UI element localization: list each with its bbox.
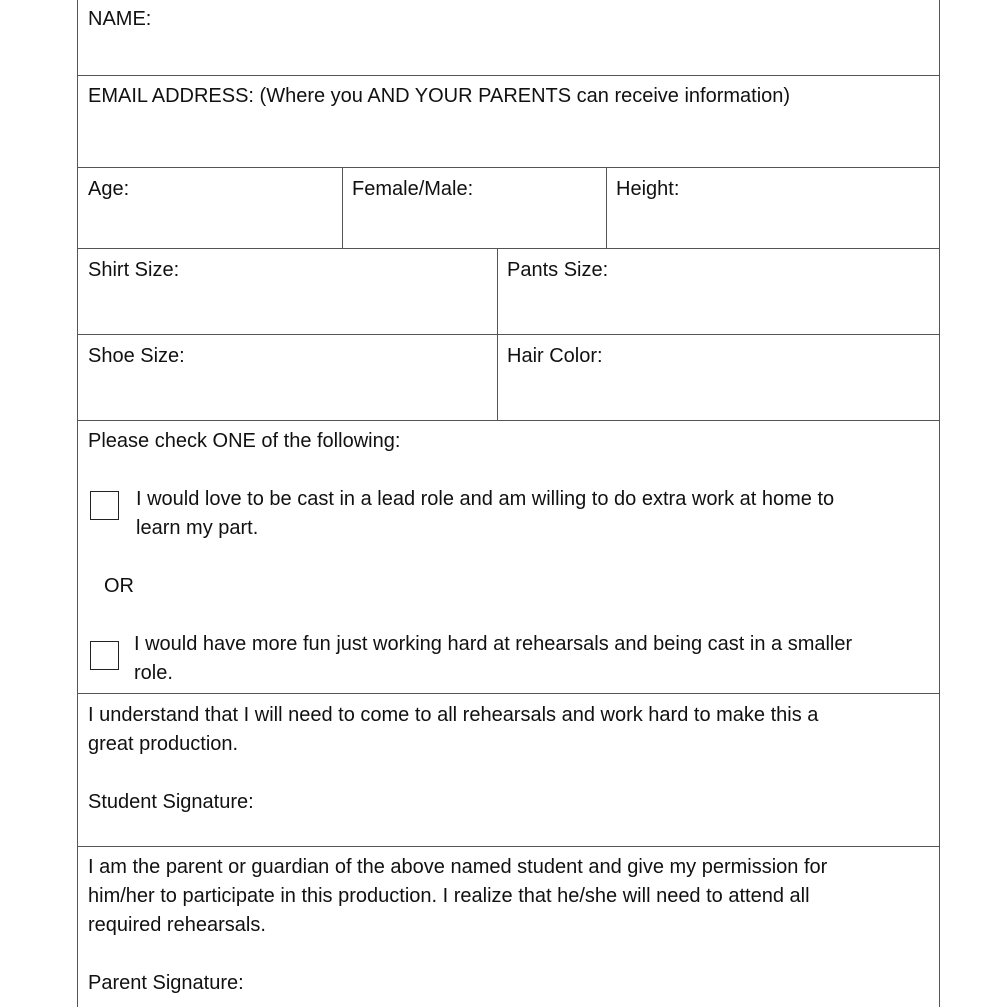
height-label: Height: [616,178,680,200]
shoe-size-field[interactable] [78,335,497,420]
email-label: EMAIL ADDRESS: (Where you AND YOUR PARENTS can receive information) [88,85,791,107]
age-field[interactable] [78,168,342,248]
shirt-pants-row [78,249,939,335]
parent-signature-label[interactable]: Parent Signature: [88,972,244,994]
hair-color-field[interactable] [497,335,939,420]
student-statement-line2: great production. [88,733,239,755]
gender-field[interactable] [342,168,606,248]
or-separator: OR [104,575,134,597]
student-signature-row [78,694,939,847]
smaller-role-option-line1: I would have more fun just working hard at rehearsals and being cast in a smaller [134,633,853,655]
age-gender-height-row [78,168,939,249]
lead-role-option-line2: learn my part. [136,517,259,539]
pants-size-field[interactable] [497,249,939,334]
shirt-size-field[interactable] [78,249,497,334]
parent-statement-line2: him/her to participate in this production. I realize that he/she will need to attend all [88,885,810,907]
shirt-size-label: Shirt Size: [88,259,180,281]
parent-signature-row [78,847,939,1007]
height-field[interactable] [606,168,939,248]
student-statement-line1: I understand that I will need to come to all rehearsals and work hard to make this a [88,704,819,726]
pants-size-label: Pants Size: [507,259,609,281]
age-label: Age: [88,178,130,200]
parent-statement-line3: required rehearsals. [88,914,266,936]
lead-role-option-line1: I would love to be cast in a lead role and am willing to do extra work at home to [136,488,835,510]
lead-role-checkbox[interactable] [90,491,119,520]
smaller-role-checkbox[interactable] [90,641,119,670]
name-row[interactable] [78,0,939,76]
parent-statement-line1: I am the parent or guardian of the above named student and give my permission for [88,856,828,878]
smaller-role-option-line2: role. [134,662,173,684]
email-row[interactable] [78,76,939,168]
registration-form [77,0,940,1007]
hair-color-label: Hair Color: [507,345,603,367]
shoe-size-label: Shoe Size: [88,345,185,367]
name-label: NAME: [88,8,152,30]
student-signature-label[interactable]: Student Signature: [88,791,254,813]
role-choice-row [78,421,939,694]
choice-prompt: Please check ONE of the following: [88,430,401,452]
gender-label: Female/Male: [352,178,474,200]
shoe-hair-row [78,335,939,421]
